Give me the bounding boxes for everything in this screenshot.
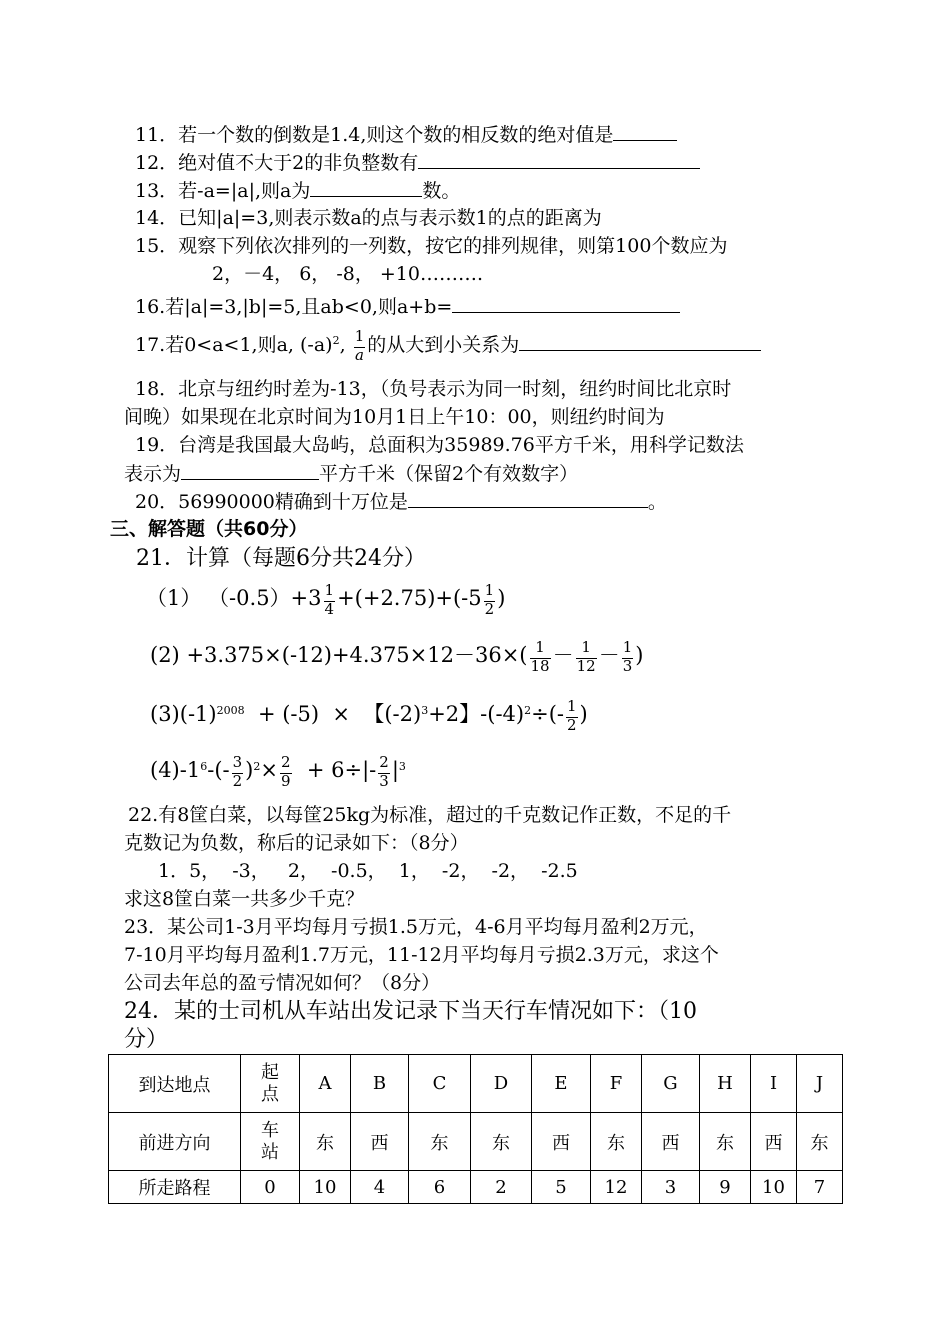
table-cell: B xyxy=(351,1055,409,1113)
question-11-text: 11．若一个数的倒数是1.4,则这个数的相反数的绝对值是 xyxy=(135,124,614,146)
answer-blank-17[interactable] xyxy=(519,332,761,351)
table-cell: 东 xyxy=(591,1113,642,1171)
question-13-text: 13．若-a=|a|,则a为 xyxy=(135,180,311,202)
question-23-line-3: 公司去年总的盈亏情况如何？（8分） xyxy=(124,972,441,994)
fraction-1-3: $\frac{1}{3}$ xyxy=(622,637,633,675)
exponent-2008: 2008 xyxy=(216,704,245,717)
trip-record-table xyxy=(108,1054,843,1204)
question-19-line-2 xyxy=(124,461,578,486)
question-14 xyxy=(135,206,602,230)
problem-21-3-part-a: (-1) xyxy=(179,702,217,726)
problem-21-4-part-a: -1 xyxy=(179,758,201,782)
problem-21-2-part-a: +3.375×(-12)+4.375×12－36×( xyxy=(186,643,528,667)
question-18-line-1: 18．北京与纽约时差为-13，（负号表示为同一时刻，纽约时间比北京时 xyxy=(135,378,732,400)
question-23-line-1: 23．某公司1-3月平均每月亏损1.5万元，4-6月平均每月盈利2万元， xyxy=(124,916,708,938)
table-cell: E xyxy=(532,1055,591,1113)
question-23-line-2: 7-10月平均每月盈利1.7万元，11-12月平均每月亏损2.3万元，求这个 xyxy=(124,944,719,966)
problem-21-4 xyxy=(150,747,406,790)
table-cell: H xyxy=(700,1055,751,1113)
exponent-2: 2 xyxy=(253,760,261,773)
fraction-3-2: $\frac{3}{2}$ xyxy=(232,752,243,790)
problem-21-2-label: (2) xyxy=(150,643,180,667)
question-24-line-1: 24．某的士司机从车站出发记录下当天行车情况如下：（10 xyxy=(124,999,697,1024)
problem-21-1-part-b: +(+2.75)+(-5 xyxy=(337,586,482,610)
table-cell: 3 xyxy=(642,1171,700,1204)
table-row-destination xyxy=(109,1055,843,1113)
table-cell: 东 xyxy=(700,1113,751,1171)
question-12 xyxy=(135,150,700,175)
problem-21-1-label: （1） xyxy=(146,586,202,610)
problem-21-3 xyxy=(150,691,588,734)
question-17-text: 17.若0<a<1,则a, (-a) xyxy=(135,334,333,356)
question-21-title: 21．计算（每题6分共24分） xyxy=(136,546,426,571)
problem-21-4-label: (4) xyxy=(150,758,180,782)
question-22-question: 求这8筐白菜一共多少千克？ xyxy=(124,888,365,910)
question-11 xyxy=(135,122,677,147)
problem-21-4-part-f: | xyxy=(391,758,399,782)
table-cell: 5 xyxy=(532,1171,591,1204)
answer-blank-12[interactable] xyxy=(418,150,700,169)
answer-blank-19[interactable] xyxy=(181,461,319,480)
question-16 xyxy=(135,294,680,319)
question-20-text: 20．56990000精确到十万位是 xyxy=(135,491,408,513)
table-cell: 西 xyxy=(351,1113,409,1171)
problem-21-3-part-c: +2】-(-4) xyxy=(428,702,525,726)
question-22-line-2: 克数记为负数，称后的记录如下：（8分） xyxy=(124,832,469,854)
question-14-text: 14．已知|a|=3,则表示数a的点与表示数1的点的距离为 xyxy=(135,207,602,229)
table-cell: G xyxy=(642,1055,700,1113)
table-cell: 西 xyxy=(532,1113,591,1171)
answer-blank-20[interactable] xyxy=(408,489,648,508)
table-cell: 起点 xyxy=(241,1055,300,1113)
table-cell: D xyxy=(471,1055,532,1113)
table-cell: 车站 xyxy=(241,1113,300,1171)
answer-blank-16[interactable] xyxy=(452,294,680,313)
problem-21-2-close: ) xyxy=(635,643,644,667)
table-cell: A xyxy=(300,1055,351,1113)
exponent-2: 2 xyxy=(524,704,532,717)
problem-21-1-close: ) xyxy=(497,586,506,610)
problem-21-4-part-c: ) xyxy=(245,758,254,782)
table-cell: 0 xyxy=(241,1171,300,1204)
table-cell: 12 xyxy=(591,1171,642,1204)
table-cell: 2 xyxy=(471,1171,532,1204)
problem-21-2 xyxy=(150,635,643,675)
question-15-sequence: 2，－4， 6， -8， +10………. xyxy=(212,263,484,285)
table-row-distance xyxy=(109,1171,843,1204)
table-cell: 东 xyxy=(300,1113,351,1171)
problem-21-1 xyxy=(146,578,505,618)
question-17-fraction: $\frac{1}{a}$ xyxy=(354,327,365,364)
question-19-line-1: 19．台湾是我国最大岛屿，总面积为35989.76平方千米，用科学记数法 xyxy=(135,434,744,456)
table-cell: 10 xyxy=(300,1171,351,1204)
section-3-heading: 三、解答题（共60分） xyxy=(110,518,308,540)
answer-blank-13[interactable] xyxy=(310,178,422,197)
fraction-2-9: $\frac{2}{9}$ xyxy=(280,752,291,790)
question-22-line-1: 22.有8筐白菜，以每筐25kg为标准，超过的千克数记作正数，不足的千 xyxy=(128,804,732,826)
table-cell: C xyxy=(409,1055,471,1113)
minus-sign: － xyxy=(598,643,620,667)
problem-21-4-part-d: × xyxy=(260,758,278,782)
answer-blank-11[interactable] xyxy=(613,122,677,141)
question-22-values: 1．5， -3， 2， -0.5， 1， -2， -2， -2.5 xyxy=(158,860,578,882)
table-cell: 前进方向 xyxy=(109,1113,241,1171)
question-15-text: 15．观察下列依次排列的一列数，按它的排列规律，则第100个数应为 xyxy=(135,235,728,257)
table-cell: 所走路程 xyxy=(109,1171,241,1204)
table-cell: 4 xyxy=(351,1171,409,1204)
question-17-separator: , xyxy=(339,334,346,356)
table-cell: J xyxy=(797,1055,843,1113)
question-17-exponent: 2 xyxy=(332,334,340,347)
exponent-3: 3 xyxy=(398,760,406,773)
table-cell: 东 xyxy=(471,1113,532,1171)
problem-21-3-close: ) xyxy=(579,702,588,726)
question-19-suffix: 平方千米（保留2个有效数字） xyxy=(319,463,579,485)
problem-21-4-part-e: + 6÷|- xyxy=(293,758,377,782)
problem-21-3-part-d: ÷(- xyxy=(531,702,564,726)
table-cell: 西 xyxy=(751,1113,797,1171)
question-12-text: 12．绝对值不大于2的非负整数有 xyxy=(135,152,419,174)
question-18-line-2: 间晚）如果现在北京时间为10月1日上午10：00，则纽约时间为 xyxy=(124,406,665,428)
question-24-line-2: 分） xyxy=(124,1027,169,1052)
table-cell: 9 xyxy=(700,1171,751,1204)
problem-21-3-label: (3) xyxy=(150,702,180,726)
table-cell: 6 xyxy=(409,1171,471,1204)
question-17 xyxy=(135,322,761,364)
table-cell: F xyxy=(591,1055,642,1113)
table-cell: I xyxy=(751,1055,797,1113)
fraction-1-2: $\frac{1}{2}$ xyxy=(567,696,577,734)
exponent-3: 3 xyxy=(421,704,429,717)
fraction-1-12: $\frac{1}{12}$ xyxy=(576,637,596,675)
fraction-1-4: $\frac{1}{4}$ xyxy=(324,580,335,618)
question-15 xyxy=(135,234,727,258)
table-cell: 东 xyxy=(409,1113,471,1171)
problem-21-3-part-b: + (-5) × 【(-2) xyxy=(244,702,422,726)
minus-sign: － xyxy=(552,643,574,667)
table-cell: 7 xyxy=(797,1171,843,1204)
fraction-1-2: $\frac{1}{2}$ xyxy=(484,580,495,618)
problem-21-4-part-b: -(- xyxy=(207,758,230,782)
fraction-2-3: $\frac{2}{3}$ xyxy=(379,752,389,790)
question-16-text: 16.若|a|=3,|b|=5,且ab<0,则a+b= xyxy=(135,296,453,318)
question-20 xyxy=(135,489,667,514)
table-cell: 到达地点 xyxy=(109,1055,241,1113)
question-17-tail: 的从大到小关系为 xyxy=(367,334,520,356)
question-13-tail: 数。 xyxy=(422,180,461,202)
question-13 xyxy=(135,178,460,203)
table-cell: 10 xyxy=(751,1171,797,1204)
table-row-direction xyxy=(109,1113,843,1171)
question-20-tail: 。 xyxy=(647,491,667,513)
fraction-1-18: $\frac{1}{18}$ xyxy=(530,637,550,675)
exponent-6: 6 xyxy=(200,760,208,773)
question-19-prefix: 表示为 xyxy=(124,463,182,485)
problem-21-1-part-a: （-0.5）+3 xyxy=(208,586,322,610)
table-cell: 西 xyxy=(642,1113,700,1171)
table-cell: 东 xyxy=(797,1113,843,1171)
